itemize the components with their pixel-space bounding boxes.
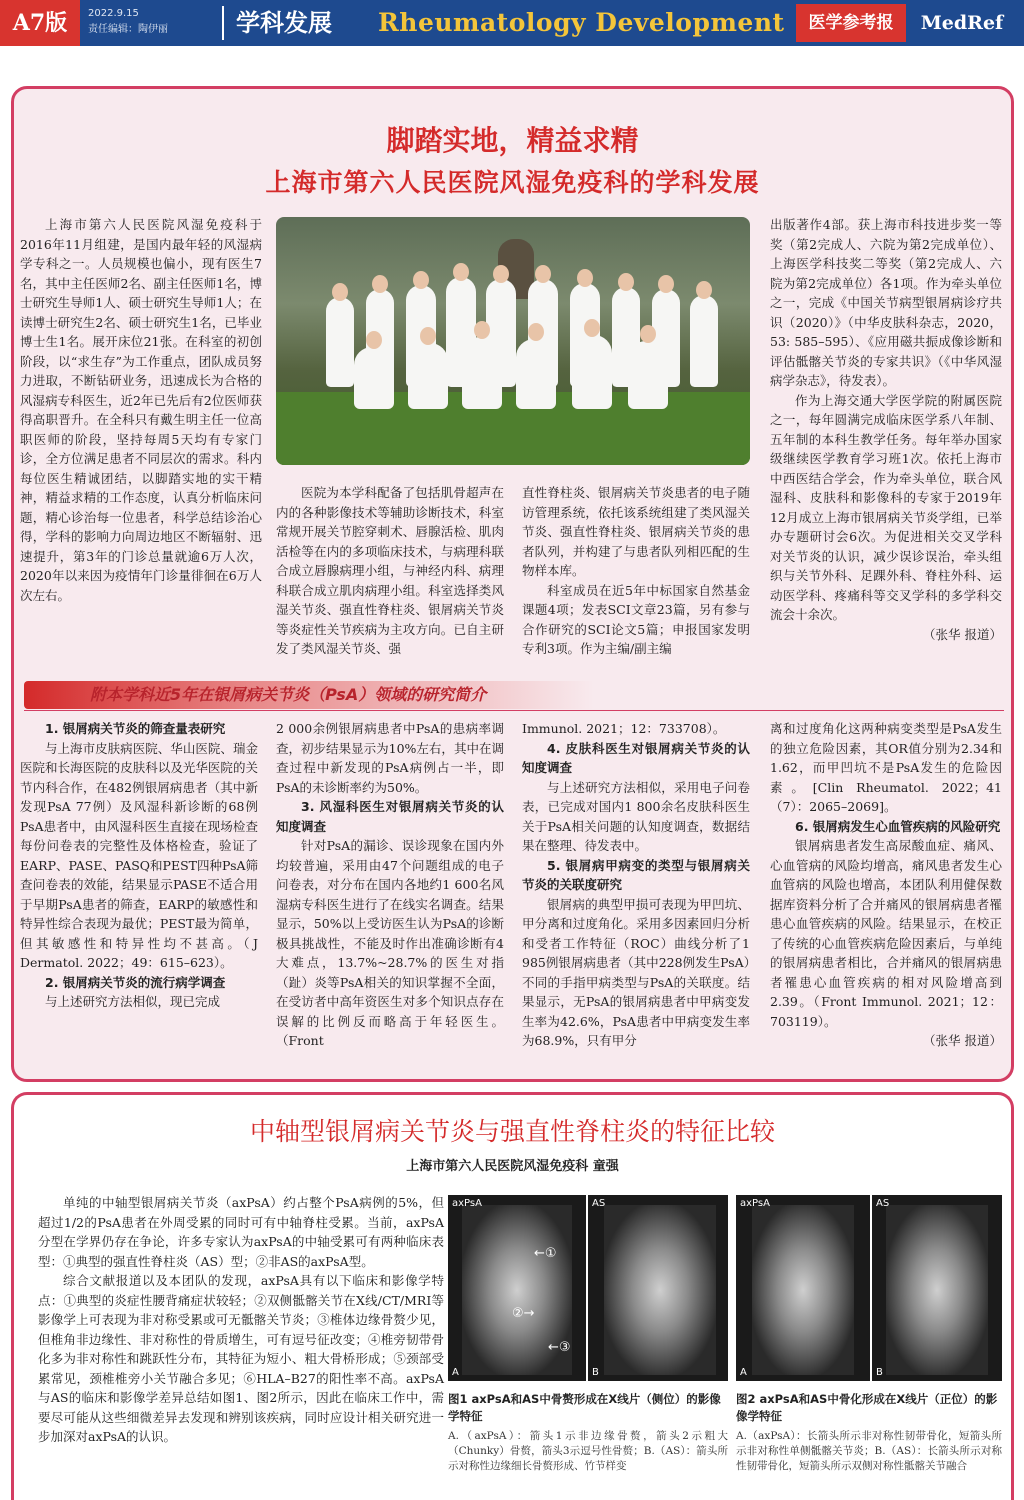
research-heading-text: 附本学科近5年在银屑病关节炎（PsA）领域的研究简介: [90, 685, 487, 704]
subheading: 2. 银屑病关节炎的流行病学调查: [45, 974, 226, 990]
paragraph: 与上海市皮肤病医院、华山医院、瑞金医院和长海医院的皮肤科以及光华医院的关节内科合作，在482例银屑病患者（其中新发现PsA 77例）及风湿科新诊断的68例PsA患者中，由风湿科医生直接在现场检查每份问卷表的完整性及体格检查，验证了EARP、PASE、PASQ和PEST四种PsA筛查问卷表的效能，结果显示PASE不适合用于早期PsA患者的筛查，EARP的敏感性和特异性综合表现为最优；PEST最为简单，但其敏感性和特异性均不甚高。（J Dermatol. 2022；49：615–623）。: [20, 740, 259, 970]
person-head: [413, 271, 429, 289]
paragraph: 综合文献报道以及本团队的发现，axPsA具有以下临床和影像学特点：①典型的炎症性腰背痛症状较轻；②双侧骶髂关节在X线/CT/MRI等影像学上可表现为非对称受累或可无骶髂关节炎；③椎体边缘骨赘少见，但椎角非边缘性、非对称性的骨质增生，可有逗号征改变；④椎旁韧带骨化多为非对称性和跳跃性分布，其特征为短小、粗大骨桥形成；⑤颈部受累常见，颈椎椎旁小关节融合多见；⑥HLA–B27的阳性率不高。axPsA与AS的临床和影像学差异总结如图1、图2所示，因此在临床工作中，需要尽可能从这些细微差异去发现和辨别该疾病，同时应设计相关研究进一步加深对axPsA的认识。: [38, 1273, 444, 1444]
person-head: [453, 263, 469, 281]
person: [572, 335, 612, 409]
figure2-panel-a: [736, 1195, 870, 1381]
subheading: 5. 银屑病甲病变的类型与银屑病关节炎的关联度研究: [522, 857, 750, 892]
paragraph: 与上述研究方法相似，采用电子问卷表，已完成对国内1 800余名皮肤科医生关于PsA相关问题的认知度调查，数据结果在整理、待发表中。: [522, 779, 750, 853]
person-head: [474, 321, 490, 339]
person-head: [535, 265, 551, 283]
person-head: [640, 325, 656, 343]
paragraph: 医院为本学科配备了包括肌骨超声在内的各种影像技术等辅助诊断技术，科室常规开展关节腔穿刺术、唇腺活检、肌肉活检等在内的多项临床技术，与病理科联合成立唇腺病理小组，与神经内科、病理科联合成立肌肉病理小组。科室选择类风湿关节炎、强直性脊柱炎、银屑病关节炎等炎症性关节疾病为主攻方向。已自主研发了类风湿关节炎、强: [276, 485, 504, 656]
article-title: 脚踏实地，精益求精: [386, 124, 639, 157]
paragraph: Immunol. 2021；12：733708）。: [522, 721, 726, 736]
article1-column-1: [20, 215, 262, 605]
paragraph: 出版著作4部。获上海市科技进步奖一等奖（第2完成人、六院为第2完成单位）、上海医学科技奖二等奖（第2完成人、六院为第2完成单位）各1项。作为牵头单位之一，完成《中国关节病型银屑病诊疗共识（2020）》（中华皮肤科杂志，2020，53: 585–595）、《应用磁共振成像诊断和评估骶髂关节炎的专家共识》（《中华风湿病学杂志》，待发表）。: [770, 217, 1002, 388]
paragraph: 针对PsA的漏诊、误诊现象在国内外均较普遍，采用由47个问题组成的电子问卷表，对分布在国内各地约1 600名风湿病专科医生进行了在线实名调查。结果显示，50%以上受访医生认为PsA的诊断极具挑战性，不能及时作出准确诊断有4大难点，13.7%~28.7%的医生对指（趾）炎等PsA相关的知识掌握不全面，在受访者中高年资医生对多个知识点存在误解的比例反而略高于年轻医生。（Front: [276, 838, 504, 1048]
subheading: 1. 银屑病关节炎的筛查量表研究: [45, 721, 226, 736]
panel-label: axPsA: [452, 1198, 482, 1209]
figure2-caption-title: 图2 axPsA和AS中骨化形成在X线片（正位）的影像学特征: [736, 1392, 998, 1423]
xray-image: [752, 1205, 854, 1375]
team-photo: [276, 217, 750, 465]
issue-meta: [88, 6, 168, 38]
person-head: [332, 283, 348, 301]
panel-label: AS: [876, 1198, 890, 1209]
person: [354, 347, 394, 409]
research-divider: [24, 710, 1004, 711]
brand-logo-cn: 医学参考报: [796, 4, 906, 42]
subheading: 3. 风湿科医生对银屑病关节炎的认知度调查: [276, 799, 504, 834]
person: [462, 337, 502, 409]
panel-label: AS: [592, 1198, 606, 1209]
brand-logo-en: MedRef: [920, 12, 1004, 34]
arrow-3: ←③: [548, 1340, 571, 1355]
person-head: [577, 269, 593, 287]
figure1-caption-body: A.（axPsA）：箭头1示非边缘骨赘，箭头2示粗大（Chunky）骨赘，箭头3示逗号性骨赘；B.（AS）：箭头所示对称性边缘细长骨赘形成、竹节样变: [448, 1430, 728, 1472]
paragraph: 离和过度角化这两种病变类型是PsA发生的独立危险因素，其OR值分别为2.34和1.62，而甲凹坑不是PsA发生的危险因素。[Clin Rheumatol. 2022；41（7）：2065–2069]。: [770, 721, 1002, 814]
person-head: [584, 319, 600, 337]
figure1-panel-a: [448, 1195, 586, 1381]
issue-date: 2022.9.15: [88, 8, 139, 19]
person-head: [420, 327, 436, 345]
person-head: [658, 275, 674, 293]
subheading: 4. 皮肤科医生对银屑病关节炎的认知度调查: [522, 740, 750, 775]
lawn-shape: [276, 392, 750, 465]
panel-corner: B: [876, 1367, 883, 1378]
xray-image: [886, 1205, 988, 1375]
figure1-caption-title: 图1 axPsA和AS中骨赘形成在X线片（侧位）的影像学特征: [448, 1392, 721, 1423]
paragraph: 2 000余例银屑病患者中PsA的患病率调查，初步结果显示为10%左右，其中在调查过程中新发现的PsA病例占一半，即PsA的未诊断率约为50%。: [276, 721, 504, 795]
person: [628, 341, 668, 409]
section-title-cn: 学科发展: [236, 9, 332, 37]
article1-column-3: [522, 483, 750, 659]
article-subtitle: 上海市第六人民医院风湿免疫科的学科发展: [265, 168, 760, 197]
article1-column-2: [276, 483, 504, 659]
person-head: [618, 273, 634, 291]
person-head: [366, 331, 382, 349]
paragraph: 单纯的中轴型银屑病关节炎（axPsA）约占整个PsA病例的5%，但超过1/2的PsA患者在外周受累的同时可有中轴脊柱受累。当前，axPsA分型在学界仍存在争论，许多专家认为axPsA的中轴受累可有两种临床表型：①典型的强直性脊柱炎（AS）型；②非AS的axPsA型。: [38, 1195, 444, 1269]
paragraph: 直性脊柱炎、银屑病关节炎患者的电子随访管理系统，依托该系统组建了类风湿关节炎、强直性脊柱炎、银屑病关节炎的患者队列，并构建了与患者队列相匹配的生物样本库。: [522, 485, 750, 578]
paragraph: 科室成员在近5年中标国家自然基金课题4项；发表SCI文章23篇，另有参与合作研究的SCI论文5篇；申报国家发明专利3项。作为主编/副主编: [522, 582, 750, 656]
byline: （张华 报道）: [923, 1033, 1002, 1048]
section-title-en: Rheumatology Development: [378, 8, 785, 37]
person-head: [493, 265, 509, 283]
research-section-heading: [24, 681, 594, 709]
arrow-1: ←①: [534, 1246, 557, 1261]
panel-label: axPsA: [740, 1198, 770, 1209]
research-column-3: [522, 719, 750, 1051]
figure1-panel-b: [588, 1195, 728, 1381]
person: [408, 343, 448, 409]
article-author: 上海市第六人民医院风湿免疫科 童强: [406, 1159, 619, 1174]
person: [690, 295, 718, 387]
person-head: [696, 281, 712, 299]
person-head: [372, 275, 388, 293]
person: [516, 339, 556, 409]
figure2-caption-body: A.（axPsA）：长箭头所示非对称性韧带骨化，短箭头所示非对称性单侧骶髂关节炎；B.（AS）：长箭头所示对称性韧带骨化，短箭头所示双侧对称性骶髂关节融合: [736, 1430, 1002, 1472]
article-axpsa-comparison: [11, 1092, 1014, 1500]
article-department-development: [11, 86, 1014, 1082]
issue-editor: 责任编辑：陶伊丽: [88, 24, 168, 35]
panel-corner: A: [452, 1367, 459, 1378]
paragraph: 与上述研究方法相似，现已完成: [45, 994, 221, 1009]
panel-corner: A: [740, 1367, 747, 1378]
paragraph: 作为上海交通大学医学院的附属医院之一，每年圆满完成临床医学系八年制、五年制的本科生教学任务。每年举办国家级继续医学教育学习班1次。依托上海市中西医结合学会，作为牵头单位，联合风湿科、皮肤科和影像科的专家于2019年12月成立上海市银屑病关节炎学组，已举办专题研讨会6次。为促进相关交叉学科对关节炎的认识，减少误诊误治，牵头组织与关节外科、足踝外科、脊柱外科、运动医学科、疼痛科等交叉学科的多学科交流会十余次。: [770, 392, 1002, 622]
research-column-2: [276, 719, 504, 1051]
paragraph: 银屑病患者发生高尿酸血症、痛风、心血管病的风险均增高，痛风患者发生心血管病的风险也增高，本团队利用健保数据库资料分析了合并痛风的银屑病患者罹患心血管疾病的风险。结果显示，在校正了传统的心血管疾病危险因素后，与单纯的银屑病患者相比，合并痛风的银屑病患者罹患心血管疾病的相对风险增高到2.39。（Front Immunol. 2021；12：703119）。: [770, 838, 1002, 1029]
xray-image: [604, 1205, 716, 1375]
paragraph: 上海市第六人民医院风湿免疫科于2016年11月组建，是国内最年轻的风湿病学专科之一。人员规模也偏小，现有医生7名，其中主任医师2名、副主任医师1名，博士研究生导师1人、硕士研究生导师1人；在读博士研究生2名、硕士研究生1名，已毕业博士生1名。展开床位21张。在科室的初创阶段，以“求生存”为工作重点，团队成员努力进取，不断钻研业务，迅速成长为合格的风湿病专科医生，近2年已先后有2位医师获得高职晋升。在全科只有戴生明主任一位高职医师的阶段，坚持每周5天均有专家门诊，全方位满足患者不同层次的需求。科内每位医生精诚团结，以脚踏实地的实干精神，精益求精的工作态度，认真分析临床问题，精心诊治每一位患者，科学总结诊治心得，学科的影响力向周边地区不断辐射、迅速提升，第3年的门诊总量就逾6万人次，2020年以来因为疫情年门诊量徘徊在6万人次左右。: [20, 217, 262, 603]
page-label: A7版: [0, 0, 80, 46]
article1-column-4: [770, 215, 1002, 644]
article-title: 中轴型银屑病关节炎与强直性脊柱炎的特征比较: [249, 1117, 775, 1146]
figure2-panel-b: [872, 1195, 1002, 1381]
article2-body: [38, 1193, 444, 1447]
masthead-divider: [222, 6, 224, 40]
research-column-1: [20, 719, 258, 1012]
research-column-4: [770, 719, 1002, 1051]
masthead: [0, 0, 1024, 46]
paragraph: 银屑病的典型甲损可表现为甲凹坑、甲分离和过度角化。采用多因素回归分析和受者工作特征（ROC）曲线分析了1 985例银屑病患者（其中228例发生PsA）不同的手指甲病类型与PsA的关联度。结果显示，无PsA的银屑病患者中甲病变发生率为42.6%，PsA患者中甲病变发生率为68.9%，只有甲分: [522, 896, 750, 1048]
arrow-2: ②→: [512, 1306, 535, 1321]
person-head: [528, 323, 544, 341]
subheading: 6. 银屑病发生心血管疾病的风险研究: [795, 818, 1001, 834]
panel-corner: B: [592, 1367, 599, 1378]
person: [326, 297, 354, 387]
byline: （张华 报道）: [923, 626, 1002, 642]
